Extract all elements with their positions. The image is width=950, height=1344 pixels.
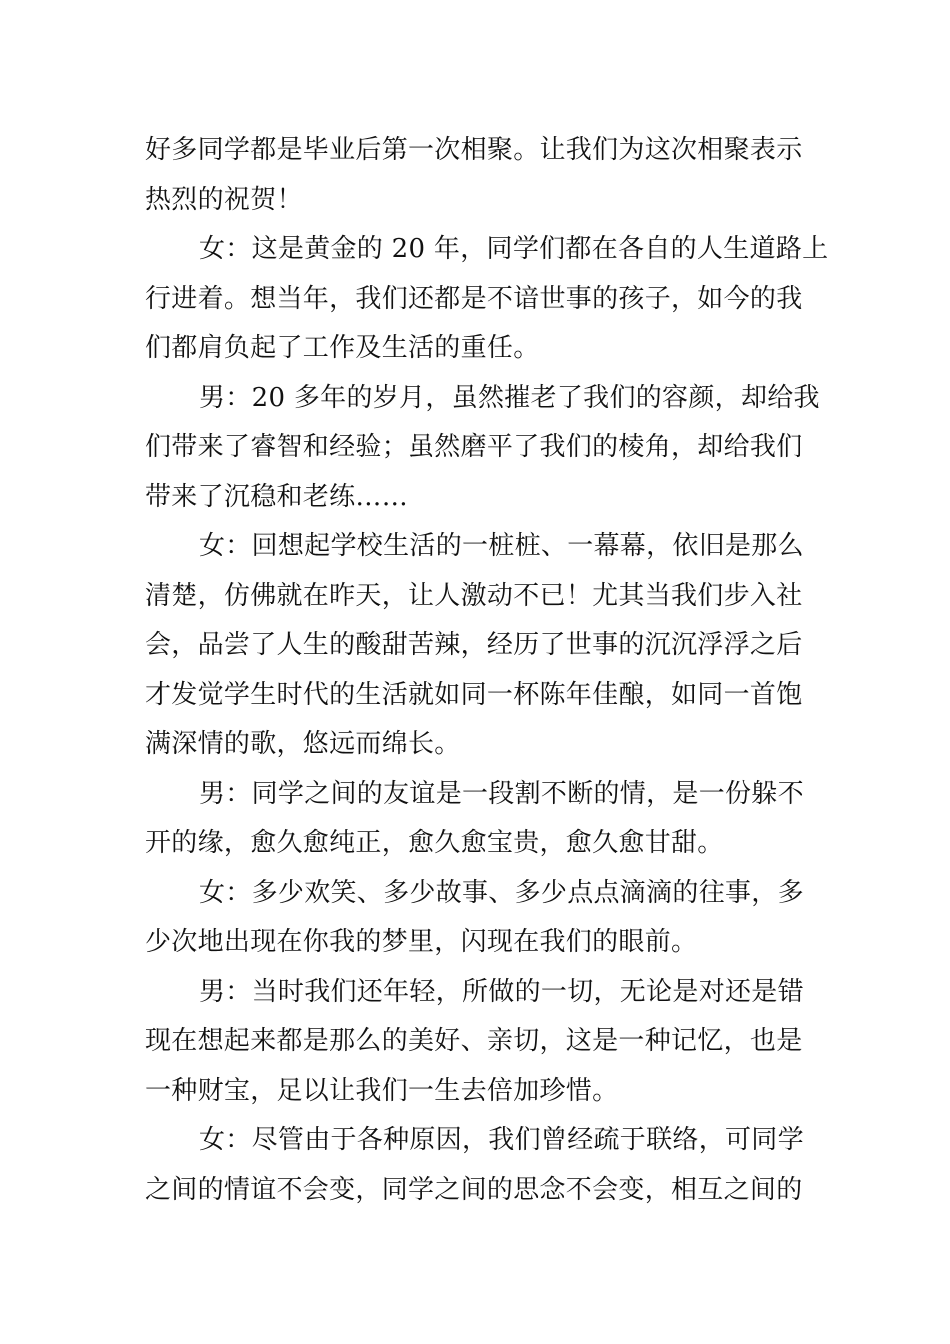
- paragraph-first-line: 男：20 多年的岁月，虽然摧老了我们的容颜，却给我: [199, 382, 820, 413]
- paragraph-first-line: 男：当时我们还年轻，所做的一切，无论是对还是错: [199, 976, 804, 1007]
- paragraph-line: 之间的情谊不会变，同学之间的思念不会变，相互之间的: [145, 1174, 803, 1205]
- paragraph-first-line: 女：这是黄金的 20 年，同学们都在各自的人生道路上: [199, 234, 829, 264]
- paragraph-first-line: 女：尽管由于各种原因，我们曾经疏于联络，可同学: [199, 1125, 804, 1155]
- paragraph-line: 会，品尝了人生的酸甜苦辣，经历了世事的沉沉浮浮之后: [145, 630, 803, 660]
- paragraph-line: 少次地出现在你我的梦里，闪现在我们的眼前。: [145, 927, 698, 957]
- paragraph-line: 一种财宝，足以让我们一生去倍加珍惜。: [145, 1075, 619, 1106]
- paragraph-line: 开的缘，愈久愈纯正，愈久愈宝贵，愈久愈甘甜。: [145, 828, 724, 858]
- paragraph-line: 行进着。想当年，我们还都是不谙世事的孩子，如今的我: [145, 283, 803, 314]
- paragraph-line: 好多同学都是毕业后第一次相聚。让我们为这次相聚表示: [145, 135, 803, 165]
- paragraph-line: 带来了沉稳和老练……: [145, 481, 409, 512]
- paragraph-line: 才发觉学生时代的生活就如同一杯陈年佳酿，如同一首饱: [145, 679, 803, 710]
- paragraph-first-line: 女：多少欢笑、多少故事、多少点点滴滴的往事，多: [199, 877, 804, 908]
- document-body: [145, 126, 829, 1215]
- paragraph-first-line: 女：回想起学校生活的一桩桩、一幕幕，依旧是那么: [199, 531, 804, 561]
- paragraph-line: 们带来了睿智和经验；虽然磨平了我们的棱角，却给我们: [145, 432, 803, 462]
- paragraph-line: 满深情的歌，悠远而绵长。: [145, 729, 461, 759]
- paragraph-line: 们都肩负起了工作及生活的重任。: [145, 333, 540, 363]
- paragraph-line: 热烈的祝贺！: [145, 184, 303, 215]
- paragraph-line: 清楚，仿佛就在昨天，让人激动不已！尤其当我们步入社: [145, 580, 803, 611]
- paragraph-first-line: 男：同学之间的友谊是一段割不断的情，是一份躲不: [199, 778, 804, 809]
- paragraph-line: 现在想起来都是那么的美好、亲切，这是一种记忆，也是: [145, 1026, 803, 1056]
